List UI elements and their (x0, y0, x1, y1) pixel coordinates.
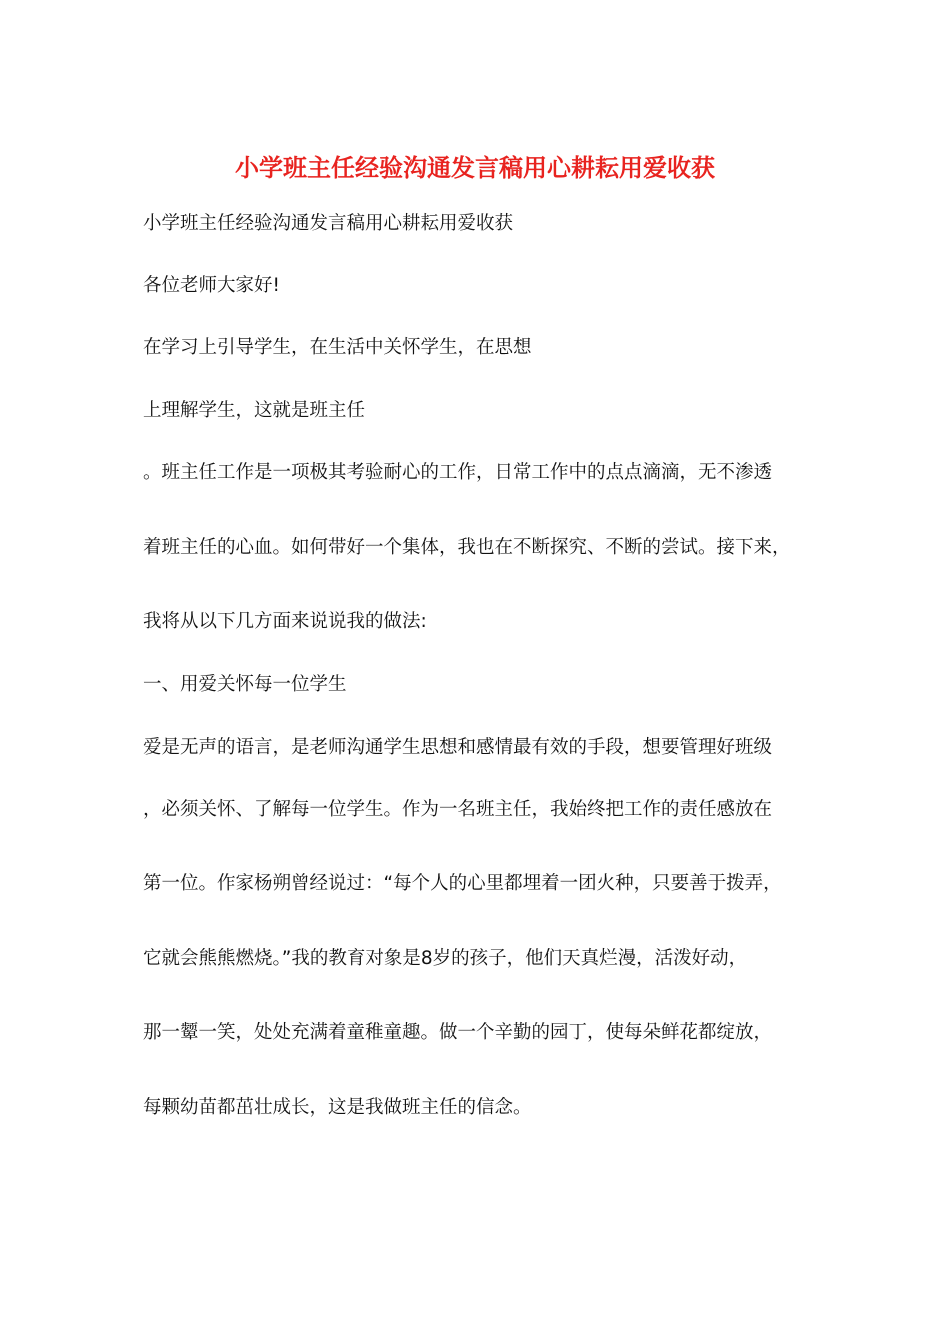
body-line: 每颗幼苗都茁壮成长，这是我做班主任的信念。 (143, 1097, 532, 1118)
section-heading: 一、用爱关怀每一位学生 (143, 674, 347, 695)
document-title: 小学班主任经验沟通发言稿用心耕耘用爱收获 (235, 153, 715, 182)
body-line: 着班主任的心血。如何带好一个集体，我也在不断探究、不断的尝试。接下来， (143, 537, 791, 558)
body-line-subtitle: 小学班主任经验沟通发言稿用心耕耘用爱收获 (143, 213, 514, 234)
body-line: 在学习上引导学生，在生活中关怀学生，在思想 (143, 337, 532, 358)
body-line: 。班主任工作是一项极其考验耐心的工作，日常工作中的点点滴滴，无不渗透 (143, 462, 773, 483)
body-line: 那一颦一笑，处处充满着童稚童趣。做一个辛勤的园丁，使每朵鲜花都绽放， (143, 1022, 773, 1043)
body-line: 第一位。作家杨朔曾经说过：“每个人的心里都埋着一团火种，只要善于拨弄， (143, 873, 782, 894)
body-line: 上理解学生，这就是班主任 (143, 400, 366, 421)
body-line: 爱是无声的语言，是老师沟通学生思想和感情最有效的手段，想要管理好班级 (143, 737, 773, 758)
body-line: 它就会熊熊燃烧。”我的教育对象是8岁的孩子，他们天真烂漫，活泼好动， (143, 948, 748, 969)
body-line-greeting: 各位老师大家好! (143, 275, 280, 296)
body-line: 我将从以下几方面来说说我的做法: (143, 611, 427, 632)
body-line: ，必须关怀、了解每一位学生。作为一名班主任，我始终把工作的责任感放在 (143, 799, 773, 820)
